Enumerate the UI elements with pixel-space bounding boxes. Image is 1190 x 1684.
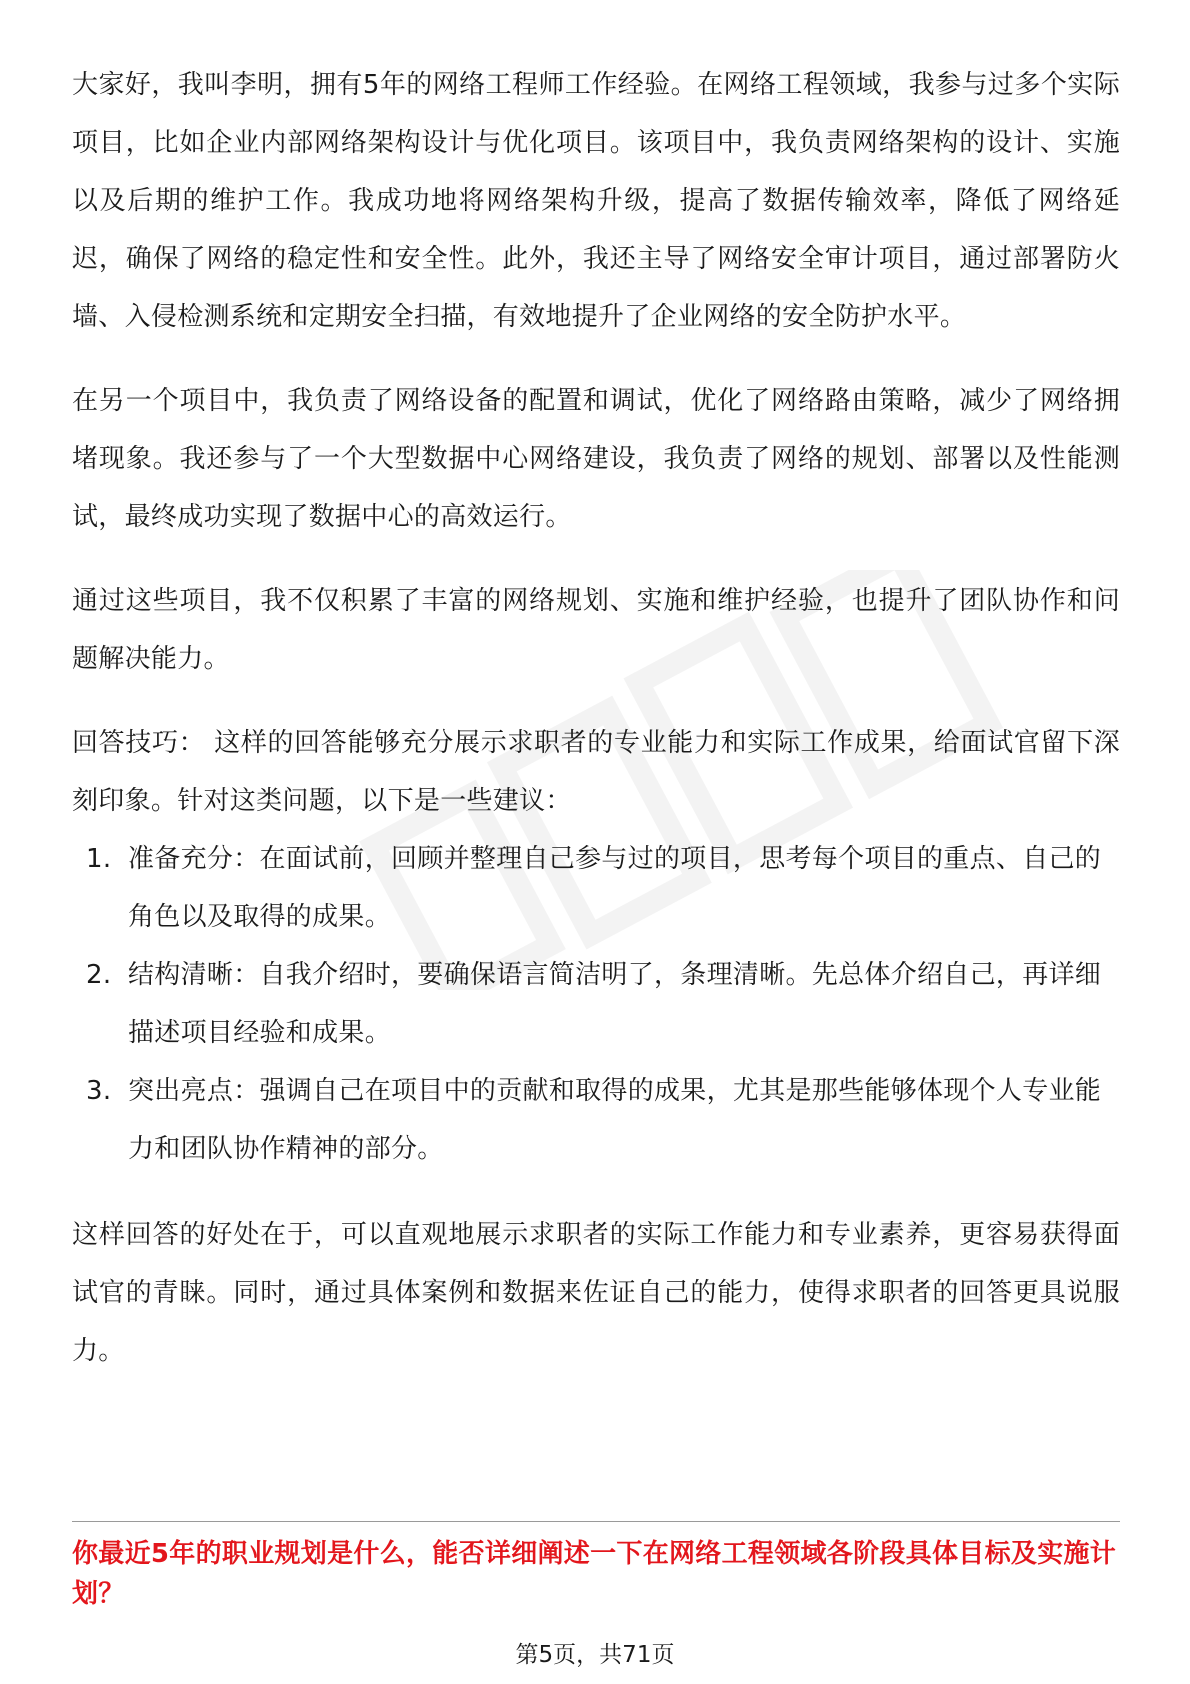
list-item-number: 2.	[86, 960, 112, 990]
answer-summary-paragraph: 这样回答的好处在于，可以直观地展示求职者的实际工作能力和专业素养，更容易获得面试官的青睐。同时，通过具体案例和数据来佐证自己的能力，使得求职者的回答更具说服力。	[72, 1220, 1120, 1366]
answer-paragraph-1: 大家好，我叫李明，拥有5年的网络工程师工作经验。在网络工程领域，我参与过多个实际项目，比如企业内部网络架构设计与优化项目。该项目中，我负责网络架构的设计、实施以及后期的维护工作。我成功地将网络架构升级，提高了数据传输效率，降低了网络延迟，确保了网络的稳定性和安全性。此外，我还主导了网络安全审计项目，通过部署防火墙、入侵检测系统和定期安全扫描，有效地提升了企业网络的安全防护水平。	[72, 70, 1120, 332]
answer-tips-intro: 回答技巧： 这样的回答能够充分展示求职者的专业能力和实际工作成果，给面试官留下深刻印象。针对这类问题，以下是一些建议：	[72, 728, 1120, 816]
list-item	[72, 830, 1120, 946]
next-question-heading: 你最近5年的职业规划是什么，能否详细阐述一下在网络工程领域各阶段具体目标及实施计划？	[72, 1539, 1117, 1609]
page-footer: 第5页，共71页	[515, 1642, 675, 1668]
list-item-text: 结构清晰：自我介绍时，要确保语言简洁明了，条理清晰。先总体介绍自己，再详细描述项目经验和成果。	[128, 960, 1102, 1048]
list-item	[72, 946, 1120, 1062]
document-body	[72, 56, 1120, 1380]
answer-paragraph-2: 在另一个项目中，我负责了网络设备的配置和调试，优化了网络路由策略，减少了网络拥堵现象。我还参与了一个大型数据中心网络建设，我负责了网络的规划、部署以及性能测试，最终成功实现了数据中心的高效运行。	[72, 386, 1120, 532]
tips-list	[72, 830, 1120, 1178]
list-item	[72, 1062, 1120, 1178]
list-item-number: 3.	[86, 1076, 112, 1106]
section-divider	[72, 1521, 1120, 1522]
list-item-text: 突出亮点：强调自己在项目中的贡献和取得的成果，尤其是那些能够体现个人专业能力和团队协作精神的部分。	[128, 1076, 1102, 1164]
list-item-number: 1.	[86, 844, 112, 874]
answer-paragraph-3: 通过这些项目，我不仅积累了丰富的网络规划、实施和维护经验，也提升了团队协作和问题解决能力。	[72, 586, 1120, 674]
list-item-text: 准备充分：在面试前，回顾并整理自己参与过的项目，思考每个项目的重点、自己的角色以及取得的成果。	[128, 844, 1102, 932]
